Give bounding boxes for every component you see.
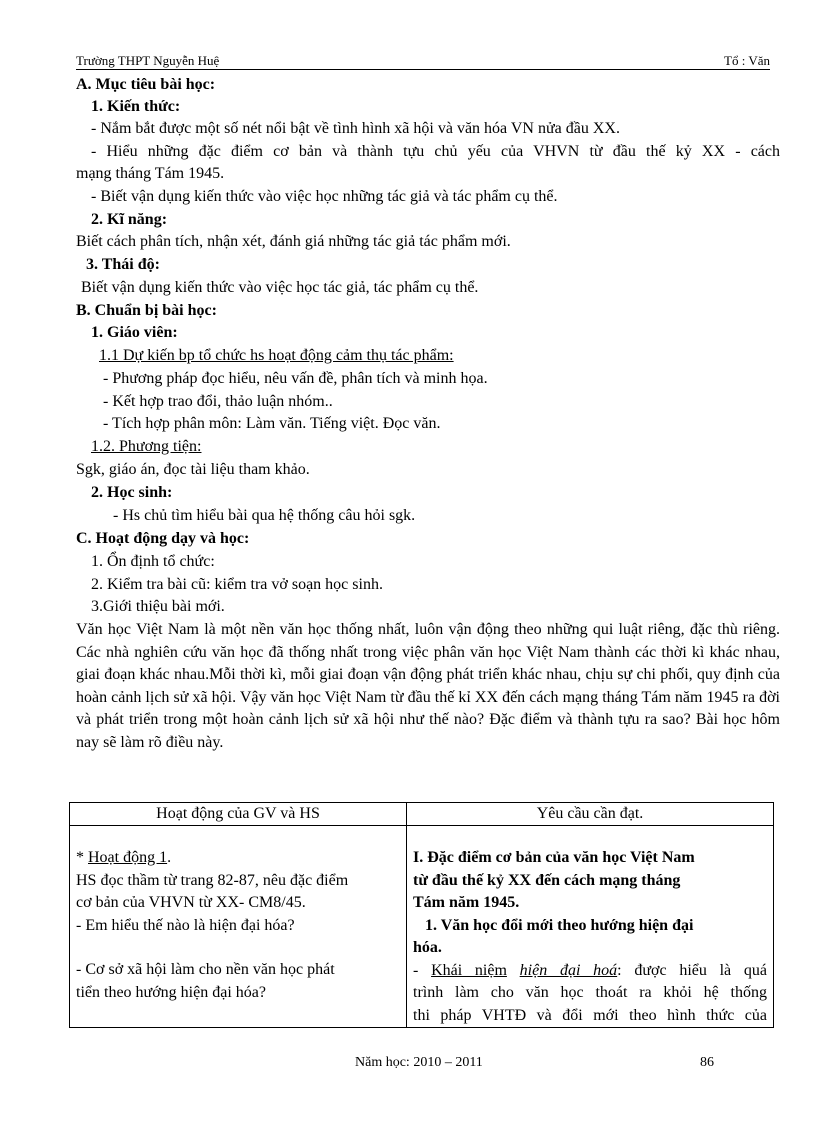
activity-label: Hoạt động 1: [88, 849, 168, 866]
definition-term: hiện đại hoá: [519, 961, 618, 979]
col-header-requirements: Yêu cầu cần đạt.: [407, 803, 774, 826]
page-number: 86: [700, 1055, 714, 1070]
section-a3-title: 3. Thái độ:: [86, 256, 160, 273]
c-item: 2. Kiểm tra bài cũ: kiểm tra vở soạn học sinh.: [91, 576, 383, 593]
section-b1-title: 1. Giáo viên:: [91, 324, 178, 341]
requirement-subheading: hóa.: [413, 939, 442, 956]
requirement-heading: I. Đặc điểm cơ bản của văn học Việt Nam: [413, 849, 695, 866]
department-name: Tổ : Văn: [724, 53, 770, 68]
a1-item: - Biết vận dụng kiến thức vào việc học những tác giả và tác phẩm cụ thể.: [91, 188, 558, 205]
section-a1-title: 1. Kiến thức:: [91, 98, 181, 115]
activities-cell: [70, 826, 407, 1028]
section-b-title: B. Chuẩn bị bài học:: [76, 302, 217, 319]
a3-text: Biết vận dụng kiến thức vào việc học tác giả, tác phẩm cụ thể.: [81, 279, 479, 296]
requirement-heading: Tám năm 1945.: [413, 894, 520, 911]
a1-item: - Nắm bắt được một số nét nổi bật về tình hình xã hội và văn hóa VN nửa đầu XX.: [91, 120, 620, 137]
section-a2-title: 2. Kĩ năng:: [91, 211, 168, 228]
c-item: 3.Giới thiệu bài mới.: [91, 598, 225, 615]
activity-question: - Cơ sở xã hội làm cho nền văn học phát: [76, 961, 335, 978]
b11-item: - Tích hợp phân môn: Làm văn. Tiếng việt. Đọc văn.: [103, 415, 441, 432]
requirement-heading: từ đầu thế kỷ XX đến cách mạng tháng: [413, 871, 681, 889]
b12-text: Sgk, giáo án, đọc tài liệu tham khảo.: [76, 461, 310, 478]
definition-line: - Khái niệm hiện đại hoá: được hiểu là quá: [413, 961, 768, 979]
school-year: Năm học: 2010 – 2011: [355, 1055, 483, 1070]
requirements-cell: [407, 826, 774, 1028]
c-item: 1. Ổn định tổ chức:: [91, 553, 215, 570]
a1-item: mạng tháng Tám 1945.: [76, 165, 225, 182]
b2-text: - Hs chủ tìm hiểu bài qua hệ thống câu hỏi sgk.: [113, 507, 416, 524]
activity-line: cơ bản của VHVN từ XX- CM8/45.: [76, 894, 306, 911]
section-b12-title: 1.2. Phương tiện:: [91, 438, 202, 455]
section-b11-title: 1.1 Dự kiến bp tổ chức hs hoạt động cảm thụ tác phẩm:: [99, 347, 454, 364]
section-c-title: C. Hoạt động dạy và học:: [76, 530, 250, 547]
a2-text: Biết cách phân tích, nhận xét, đánh giá những tác giả tác phẩm mới.: [76, 233, 511, 250]
page-header: [76, 53, 770, 70]
table-header-row: [70, 803, 774, 826]
a1-item: - Hiểu những đặc điểm cơ bản và thành tựu chủ yếu của VHVN từ đầu thế kỷ XX - cách: [91, 143, 780, 160]
b11-item: - Kết hợp trao đổi, thảo luận nhóm..: [103, 393, 333, 410]
activity-question: - Em hiểu thế nào là hiện đại hóa?: [76, 916, 295, 934]
requirement-subheading: 1. Văn học đổi mới theo hướng hiện đại: [425, 916, 694, 934]
section-b2-title: 2. Học sinh:: [91, 484, 173, 501]
definition-line: trình làm cho văn học thoát ra khỏi hệ thống: [413, 984, 767, 1001]
b11-item: - Phương pháp đọc hiểu, nêu vấn đề, phân tích và minh họa.: [103, 370, 488, 387]
activity-title: * Hoạt động 1.: [76, 849, 172, 866]
activity-question: tiển theo hướng hiện đại hóa?: [76, 983, 266, 1001]
definition-line: thi pháp VHTĐ và đổi mới theo hình thức của: [413, 1006, 767, 1024]
definition-label: Khái niệm: [431, 961, 507, 979]
activity-line: HS đọc thầm từ trang 82-87, nêu đặc điểm: [76, 871, 349, 889]
section-a-title: A. Mục tiêu bài học:: [76, 76, 216, 93]
school-name: Trường THPT Nguyễn Huệ: [76, 53, 220, 68]
col-header-activities: Hoạt động của GV và HS: [70, 803, 407, 826]
table-row: [70, 826, 774, 1028]
intro-paragraph: Văn học Việt Nam là một nền văn học thống nhất, luôn vận động theo những qui luật riêng, đặc thù riêng. Các nhà nghiên cứu văn học đã thống nhất trong việc phân văn học Việt Nam thành các thời kì khác nhau, giai đoạn khác nhau.Mỗi thời kì, mỗi giai đoạn vận động phát triển khác nhau, chịu sự chi phối, quy định của hoàn cảnh lịch sử xã hội. Vậy văn học Việt Nam từ đầu thế kỉ XX đến cách mạng tháng Tám năm 1945 ra đời và phát triển trong một hoàn cảnh lịch sử xã hội như thế nào? Đặc điểm và thành tựu ra sao? Bài học hôm nay sẽ làm rõ điều này.: [76, 621, 780, 751]
activity-table: [69, 802, 774, 1028]
